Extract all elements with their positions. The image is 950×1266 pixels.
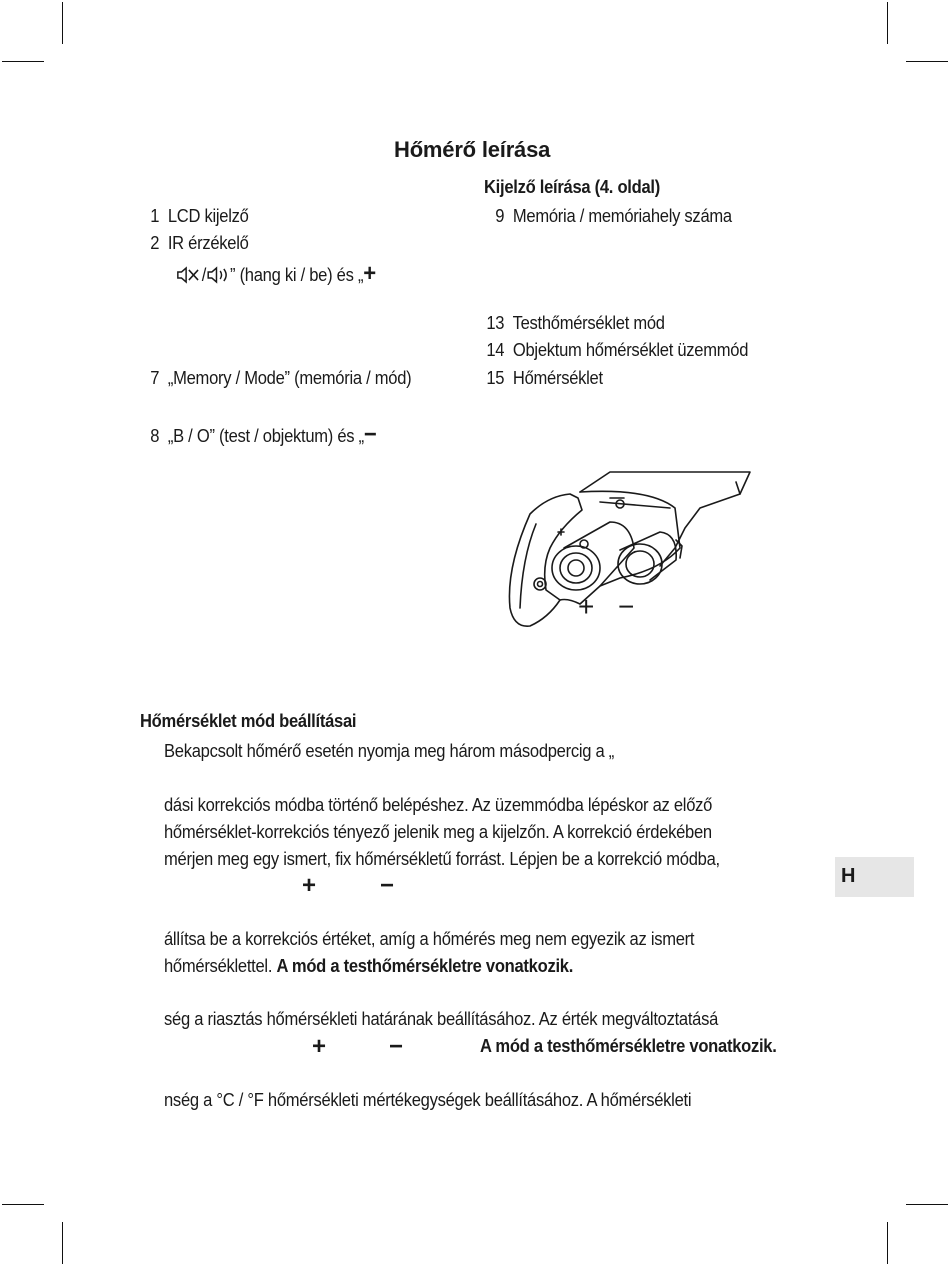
item-number: 2 <box>150 233 160 253</box>
item-number: 13 <box>486 313 505 333</box>
plus-symbol: + <box>302 872 317 899</box>
item-text: Memória / memóriahely száma <box>512 206 732 226</box>
item-number: 8 <box>150 426 160 446</box>
settings-line-7: ség a riasztás hőmérsékleti határának beállításához. Az érték megváltoztatásá <box>164 1009 719 1029</box>
plus-symbol: + <box>363 260 376 287</box>
line-bold-text: A mód a testhőmérsékletre vonatkozik. <box>276 956 574 976</box>
settings-line-8-bold: A mód a testhőmérsékletre vonatkozik. <box>480 1036 777 1056</box>
crop-mark-bottom-right-h <box>906 1204 948 1205</box>
crop-mark-top-left-v <box>62 2 63 44</box>
crop-mark-top-left-h <box>2 61 44 62</box>
language-tab <box>835 857 914 897</box>
thermometer-battery-drawing <box>500 468 756 636</box>
item-number: 15 <box>486 368 505 388</box>
list-item-7 <box>150 368 411 389</box>
item-text: Hőmérséklet <box>512 368 603 388</box>
item-number: 1 <box>150 206 160 226</box>
plus-label: + <box>578 591 595 622</box>
item-text: ” (hang ki / be) és „ <box>230 265 364 285</box>
minus-symbol: − <box>389 1033 404 1060</box>
settings-line-2: dási korrekciós módba történő belépéshez. Az üzemmódba lépéskor az előző <box>164 795 713 815</box>
crop-mark-top-right-h <box>906 61 948 62</box>
sound-off-icon <box>176 266 202 284</box>
minus-label: − <box>618 591 635 622</box>
settings-line-9: nség a °C / °F hőmérsékleti mértékegységek beállításához. A hőmérsékleti <box>164 1090 692 1110</box>
minus-symbol: − <box>380 872 395 899</box>
line-text: hőmérséklettel. <box>164 956 277 976</box>
list-item-2 <box>150 233 249 254</box>
item-number: 9 <box>495 206 505 226</box>
page-title: Hőmérő leírása <box>394 137 551 162</box>
settings-line-3: hőmérséklet-korrekciós tényező jelenik meg a kijelzőn. A korrekció érdekében <box>164 822 712 842</box>
battery-illustration <box>500 468 756 636</box>
list-item-13 <box>484 313 665 334</box>
item-text: IR érzékelő <box>167 233 249 253</box>
list-item-sound: / ” (hang ki / be) és „+ <box>176 260 376 288</box>
settings-line-5: állítsa be a korrekciós értéket, amíg a hőmérés meg nem egyezik az ismert <box>164 929 695 949</box>
list-item-14 <box>484 340 748 361</box>
item-text: Objektum hőmérséklet üzemmód <box>512 340 749 360</box>
crop-mark-bottom-left-v <box>62 1222 63 1264</box>
crop-mark-bottom-right-v <box>887 1222 888 1264</box>
crop-mark-top-right-v <box>887 2 888 44</box>
language-tab-label: H <box>841 865 856 887</box>
sound-on-icon <box>206 266 230 284</box>
item-text: LCD kijelző <box>167 206 249 226</box>
item-number: 7 <box>150 368 160 388</box>
list-item-8 <box>150 421 376 449</box>
settings-line-6 <box>164 956 573 977</box>
settings-line-1: Bekapcsolt hőmérő esetén nyomja meg három másodpercig a „ <box>164 741 615 761</box>
display-heading: Kijelző leírása (4. oldal) <box>484 177 660 197</box>
minus-symbol: − <box>363 421 377 448</box>
plus-symbol: + <box>312 1033 327 1060</box>
list-item-15 <box>484 368 603 389</box>
list-item-9 <box>484 206 732 227</box>
item-text: „B / O” (test / objektum) és „ <box>167 426 364 446</box>
settings-heading: Hőmérséklet mód beállításai <box>140 711 357 731</box>
list-item-1 <box>150 206 249 227</box>
item-number: 14 <box>486 340 505 360</box>
settings-line-4: mérjen meg egy ismert, fix hőmérsékletű forrást. Lépjen be a korrekció módba, <box>164 849 720 869</box>
item-text: „Memory / Mode” (memória / mód) <box>167 368 412 388</box>
crop-mark-bottom-left-h <box>2 1204 44 1205</box>
item-text: Testhőmérséklet mód <box>512 313 665 333</box>
